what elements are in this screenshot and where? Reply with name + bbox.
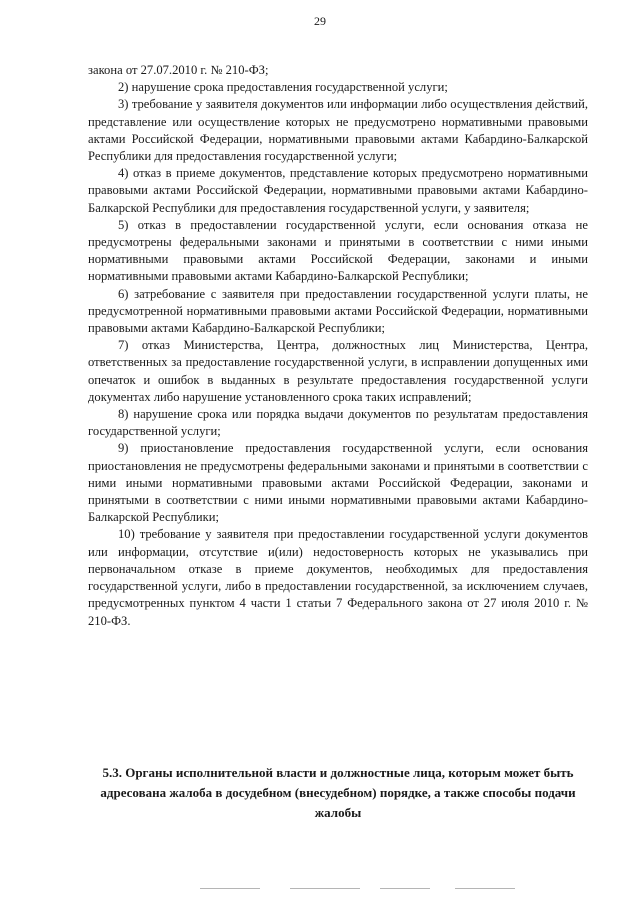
scan-mark (200, 888, 260, 889)
list-item-7: 7) отказ Министерства, Центра, должностных лиц Министерства, Центра, ответственных за предоставление государственной услуги, в исправлении допущенных ими опечаток и ошибок в выданных в результате предоставления государственной услуги документах либо нарушение установленного срока таких исправлений; (88, 338, 588, 404)
list-item-8: 8) нарушение срока или порядка выдачи документов по результатам предоставления государственной услуги; (88, 407, 588, 439)
scan-mark (380, 888, 430, 889)
list-item-10: 10) требование у заявителя при предоставлении государственной услуги документов или информации, отсутствие и(или) недостоверность которых не указывались при первоначальном отказе в приеме документов, необходимых для предоставления государственной услуги, либо в предоставлении государственной, за исключением случаев, предусмотренных пунктом 4 части 1 статьи 7 Федерального закона от 27 июля 2010 г. № 210-ФЗ. (88, 527, 588, 628)
list-item-3: 3) требование у заявителя документов или информации либо осуществления действий, представление или осуществление которых не предусмотрено нормативными правовыми актами Российской Федерации, нормативными правовыми актами Кабардино-Балкарской Республики для предоставления государственной услуги; (88, 97, 588, 164)
list-item-2: 2) нарушение срока предоставления государственной услуги; (118, 80, 448, 95)
list-item-9: 9) приостановление предоставления государственной услуги, если основания приостановления не предусмотрены федеральными законами и принятыми в соответствии с ними иными нормативными правовыми актами Российской Федерации, законами и принятыми в соответствии с ними иными нормативными правовыми актами Кабардино-Балкарской Республики; (88, 441, 588, 525)
section-heading: 5.3. Органы исполнительной власти и должностные лица, которым может быть адресована жалоба в досудебном (внесудебном) порядке, а также способы подачи жалобы (100, 765, 576, 820)
scan-mark (455, 888, 515, 889)
scan-edge-marks (0, 888, 640, 894)
list-item-5: 5) отказ в предоставлении государственной услуги, если основания отказа не предусмотрены федеральными законами и принятыми в соответствии с ними иными нормативными правовыми актами Российской Федерации, законами и иными нормативными правовыми актами Кабардино-Балкарской Республики; (88, 217, 588, 284)
scan-mark (290, 888, 360, 889)
paragraph-continuation: закона от 27.07.2010 г. № 210-ФЗ; (88, 63, 269, 77)
list-item-6: 6) затребование с заявителя при предоставлении государственной услуги платы, не предусмотренной нормативными правовыми актами Российской Федерации, нормативными правовыми актами Кабардино-Балкарской Республики; (88, 286, 588, 336)
list-item-4: 4) отказ в приеме документов, представление которых предусмотрено нормативными правовыми актами Российской Федерации, нормативными правовыми актами Кабардино-Балкарской Республики для предоставления государственной услуги, у заявителя; (88, 166, 588, 215)
page-number: 29 (314, 14, 326, 28)
document-body (88, 62, 588, 630)
